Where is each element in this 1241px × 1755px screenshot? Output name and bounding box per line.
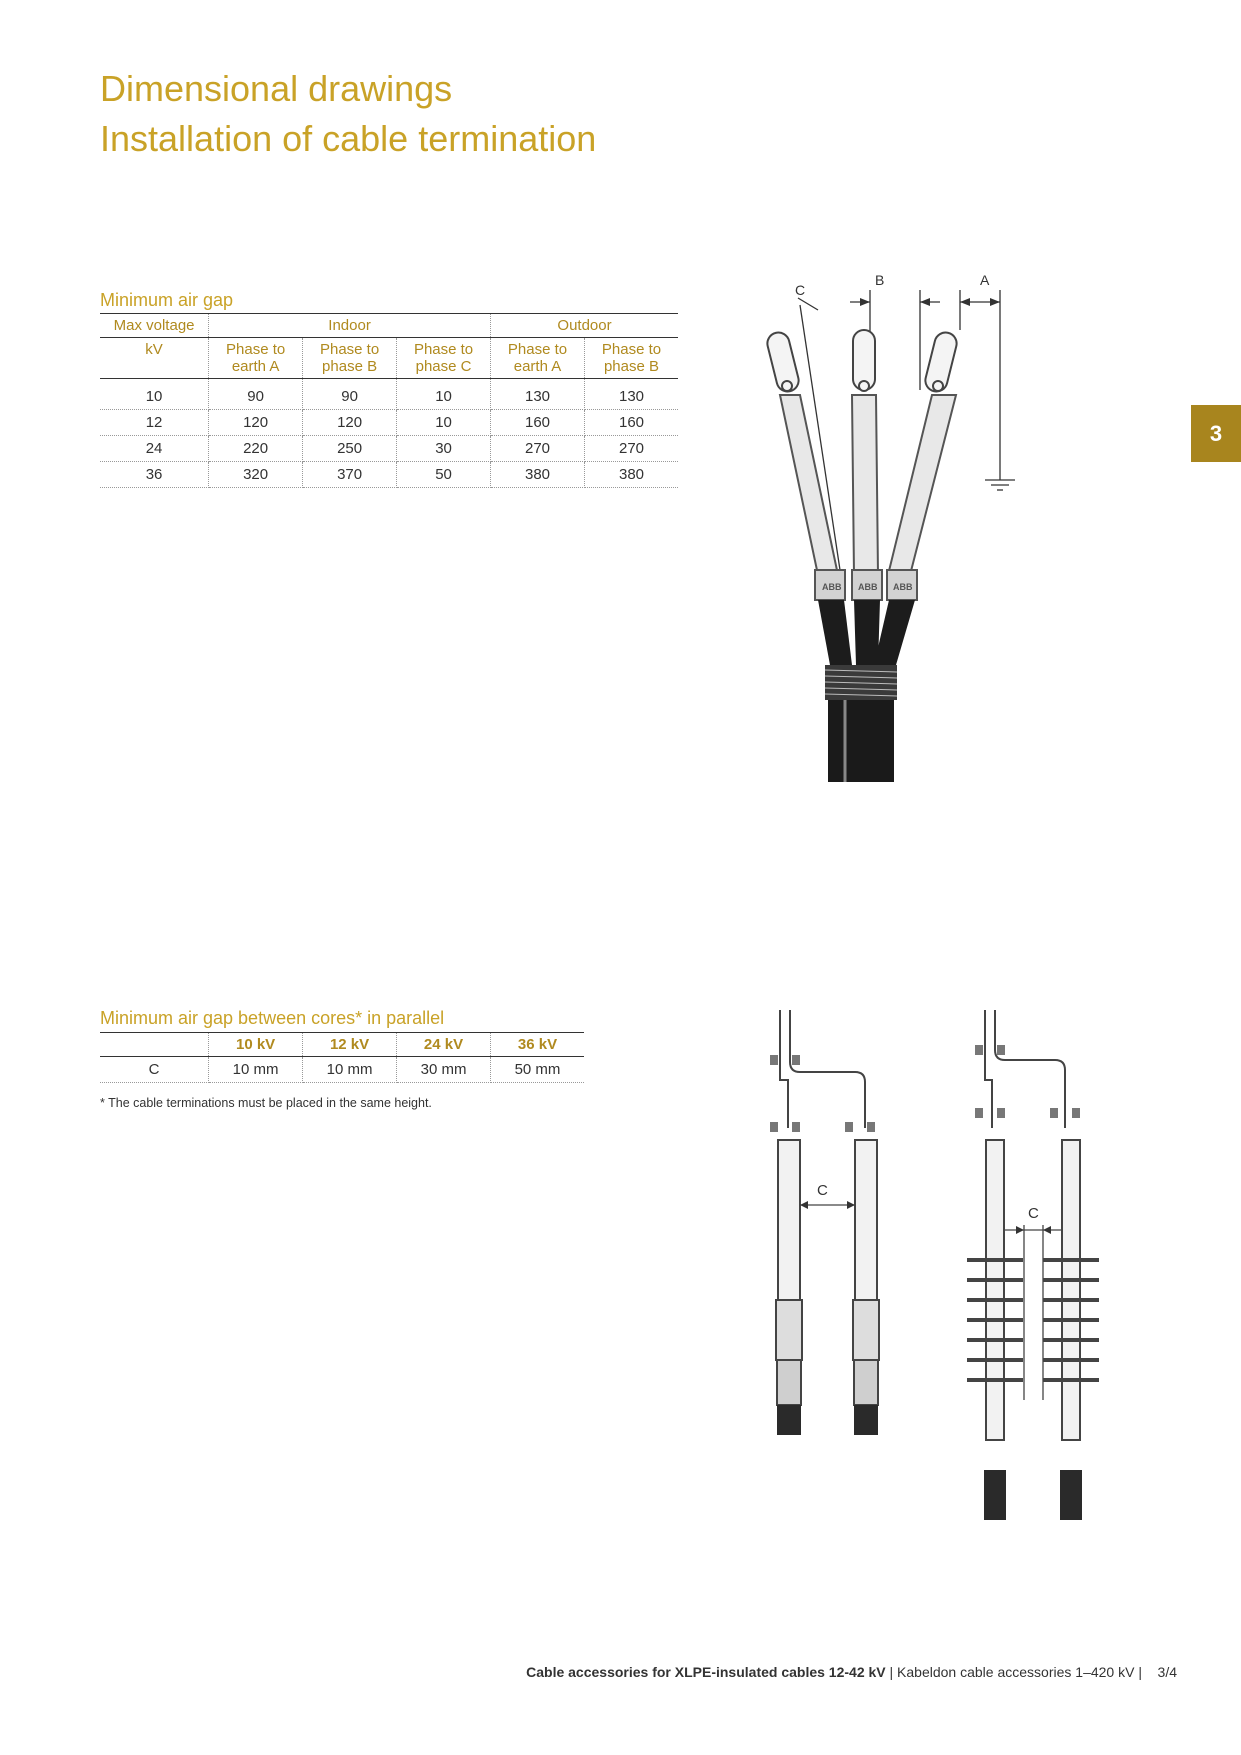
cell: 380 (491, 462, 585, 488)
cell: 220 (209, 436, 303, 462)
page-subtitle: Installation of cable termination (100, 118, 597, 159)
col-header: 24 kV (397, 1033, 491, 1057)
col-header: 10 kV (209, 1033, 303, 1057)
table-row (100, 410, 678, 436)
label-c-indoor: C (817, 1182, 828, 1199)
cell: 250 (303, 436, 397, 462)
col-header-empty (100, 1033, 209, 1057)
table2-caption: Minimum air gap between cores* in parallel (100, 1008, 445, 1028)
cell: 120 (303, 410, 397, 436)
cell: 120 (209, 410, 303, 436)
cell: 24 (100, 436, 209, 462)
footer-series: | Kabeldon cable accessories 1–420 kV | (889, 1664, 1142, 1680)
label-c-outdoor: C (1028, 1205, 1039, 1222)
page-number: 3/4 (1157, 1664, 1177, 1680)
col-header: Phase to phase C (397, 338, 491, 379)
cell: 50 mm (491, 1057, 584, 1083)
cell: 10 mm (209, 1057, 303, 1083)
page-footer (526, 1664, 1177, 1680)
cell: 160 (491, 410, 585, 436)
header-outdoor: Outdoor (557, 317, 612, 334)
col-header: 12 kV (303, 1033, 397, 1057)
cell: 10 (397, 379, 491, 410)
brand-text: ABB (822, 582, 842, 592)
table-row (100, 379, 678, 410)
cell: 90 (209, 379, 303, 410)
footnote: * The cable terminations must be placed in the same height. (100, 1096, 432, 1110)
header-kv: kV (100, 338, 209, 379)
parallel-drawing (760, 1000, 1120, 1530)
cell: 10 (100, 379, 209, 410)
col-header: 36 kV (517, 1036, 558, 1053)
cell: 160 (585, 410, 679, 436)
label-b: B (875, 272, 885, 288)
brand-text: ABB (858, 582, 878, 592)
section-tab: 3 (1191, 405, 1241, 462)
air-gap-table (100, 313, 678, 488)
parallel-gap-table (100, 1032, 584, 1083)
col-header: Phase to earth A (209, 338, 303, 379)
label-c: C (795, 282, 806, 298)
cell: 320 (209, 462, 303, 488)
page-title: Dimensional drawings (100, 68, 453, 109)
table1-caption: Minimum air gap (100, 290, 234, 310)
cell: 270 (491, 436, 585, 462)
footer-title: Cable accessories for XLPE-insulated cables 12-42 kV (526, 1664, 886, 1680)
row-label: C (100, 1057, 209, 1083)
cell: 50 (397, 462, 491, 488)
table-row (100, 462, 678, 488)
cell: 90 (303, 379, 397, 410)
header-max-voltage: Max voltage (100, 314, 209, 338)
table-row (100, 436, 678, 462)
cell: 30 (397, 436, 491, 462)
cell: 36 (100, 462, 209, 488)
termination-drawing (760, 270, 1060, 790)
cell: 130 (585, 379, 679, 410)
cell: 380 (585, 462, 679, 488)
cell: 10 (397, 410, 491, 436)
table-row (100, 1057, 584, 1083)
header-indoor: Indoor (209, 314, 491, 338)
cell: 270 (585, 436, 679, 462)
brand-text: ABB (893, 582, 913, 592)
cell: 30 mm (397, 1057, 491, 1083)
cell: 12 (100, 410, 209, 436)
cell: 370 (303, 462, 397, 488)
cell: 10 mm (303, 1057, 397, 1083)
col-header: Phase to phase B (303, 338, 397, 379)
col-header: Phase to earth A (491, 338, 585, 379)
col-header: Phase to phase B (601, 341, 662, 375)
label-a: A (980, 272, 990, 288)
cell: 130 (491, 379, 585, 410)
